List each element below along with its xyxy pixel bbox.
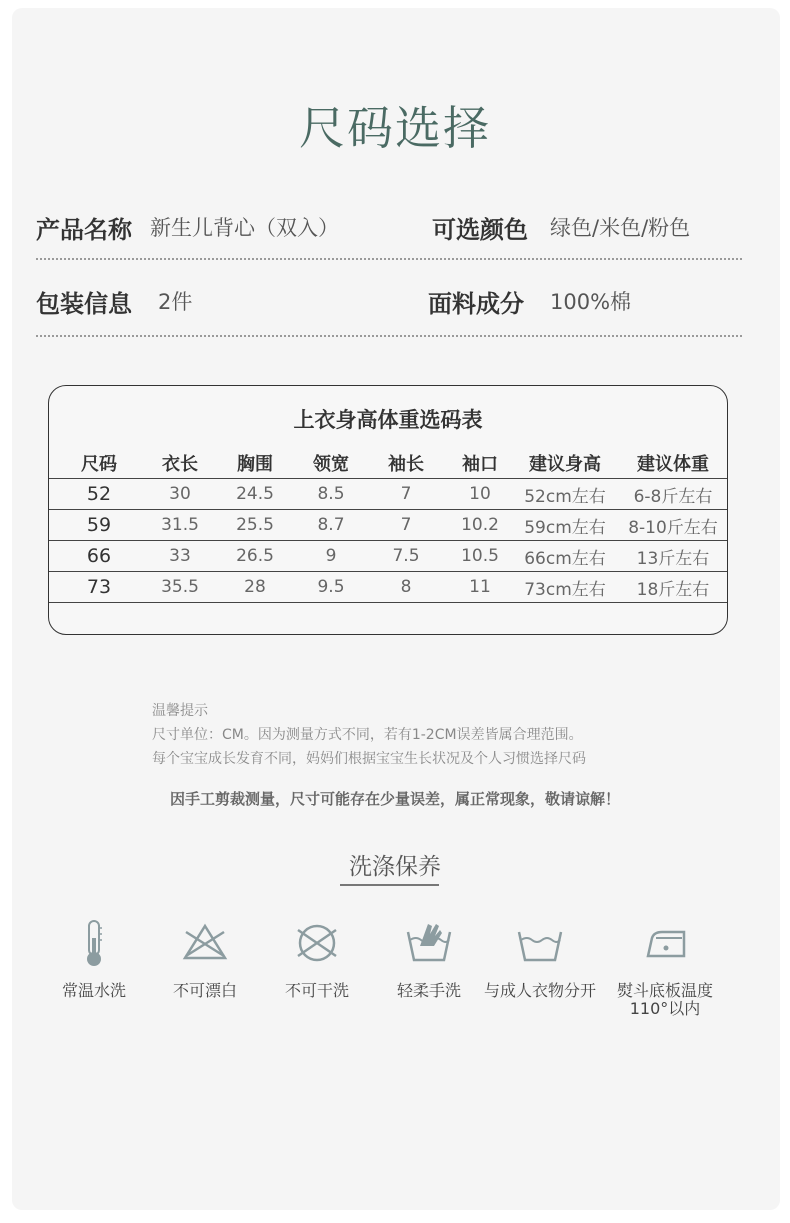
package-label: 包装信息 [36,290,132,318]
table-header-cell: 袖口 [462,454,498,475]
table-cell: 35.5 [149,572,211,603]
table-cell: 25.5 [211,510,299,541]
table-cell: 31.5 [149,510,211,541]
table-cell: 59 [49,510,149,541]
thermometer-icon [69,918,119,968]
hand-wash-icon [404,918,454,968]
table-header-cell: 领宽 [313,454,349,475]
care-title: 洗涤保养 [349,854,441,880]
table-cell: 73 [49,572,149,603]
size-chart-title: 上衣身高体重选码表 [293,408,483,432]
table-cell: 66 [49,541,149,572]
care-title-underline [340,884,439,886]
table-row [49,541,727,572]
care-item [600,918,730,1018]
table-cell: 8.5 [299,479,363,510]
no-dry-clean-icon [292,918,342,968]
table-cell: 26.5 [211,541,299,572]
product-name-value: 新生儿背心（双入） [150,216,339,240]
table-cell: 9.5 [299,572,363,603]
table-cell: 10 [449,479,511,510]
table-row [49,510,727,541]
table-header-cell: 尺码 [81,454,117,475]
wash-tub-icon [515,918,565,968]
table-cell: 11 [449,572,511,603]
table-cell: 8 [363,572,449,603]
care-label: 常温水洗 [61,981,126,1000]
product-name-label: 产品名称 [36,216,132,244]
fabric-value: 100%棉 [550,290,632,314]
care-item [140,918,270,1000]
table-header-row [49,448,727,479]
table-cell: 18斤左右 [619,572,727,603]
fabric-label: 面料成分 [428,290,524,318]
table-cell: 52cm左右 [511,479,619,510]
table-cell: 28 [211,572,299,603]
table-row [49,479,727,510]
care-label: 不可干洗 [284,981,349,1000]
colors-value: 绿色/米色/粉色 [550,216,691,240]
table-cell: 13斤左右 [619,541,727,572]
iron-icon [640,918,690,968]
table-cell: 10.2 [449,510,511,541]
table-cell: 59cm左右 [511,510,619,541]
table-cell: 7.5 [363,541,449,572]
table-header-cell: 袖长 [388,454,424,475]
table-header-cell: 衣长 [162,454,198,475]
table-cell: 8.7 [299,510,363,541]
table-cell: 8-10斤左右 [619,510,727,541]
table-header-cell: 建议体重 [637,454,709,475]
table-cell: 7 [363,510,449,541]
info-divider [36,258,742,260]
care-label: 110°以内 [629,999,701,1018]
table-row [49,572,727,603]
table-header-cell: 胸围 [237,454,273,475]
table-cell: 52 [49,479,149,510]
size-table [49,448,727,603]
table-cell: 7 [363,479,449,510]
care-label: 熨斗底板温度 [616,981,713,1000]
page-title: 尺码选择 [299,101,491,155]
table-cell: 66cm左右 [511,541,619,572]
table-cell: 10.5 [449,541,511,572]
tips-line: 尺寸单位：CM。因为测量方式不同，若有1-2CM误差皆属合理范围。 [152,727,583,743]
care-item [475,918,605,1000]
measurement-warning: 因手工剪裁测量，尺寸可能存在少量误差，属正常现象，敬请谅解！ [169,790,620,808]
size-chart [48,385,728,635]
care-label: 不可漂白 [172,981,237,1000]
care-label: 轻柔手洗 [396,981,461,1000]
colors-label: 可选颜色 [432,216,528,244]
package-value: 2件 [158,290,193,314]
care-item [252,918,382,1000]
care-label: 与成人衣物分开 [483,981,596,1000]
table-header-cell: 建议身高 [529,454,601,475]
table-cell: 24.5 [211,479,299,510]
table-cell: 6-8斤左右 [619,479,727,510]
tips-heading: 温馨提示 [152,703,208,719]
info-divider [36,335,742,337]
tips-line: 每个宝宝成长发育不同，妈妈们根据宝宝生长状况及个人习惯选择尺码 [152,751,586,767]
table-cell: 30 [149,479,211,510]
table-cell: 9 [299,541,363,572]
no-bleach-icon [180,918,230,968]
table-cell: 73cm左右 [511,572,619,603]
table-cell: 33 [149,541,211,572]
